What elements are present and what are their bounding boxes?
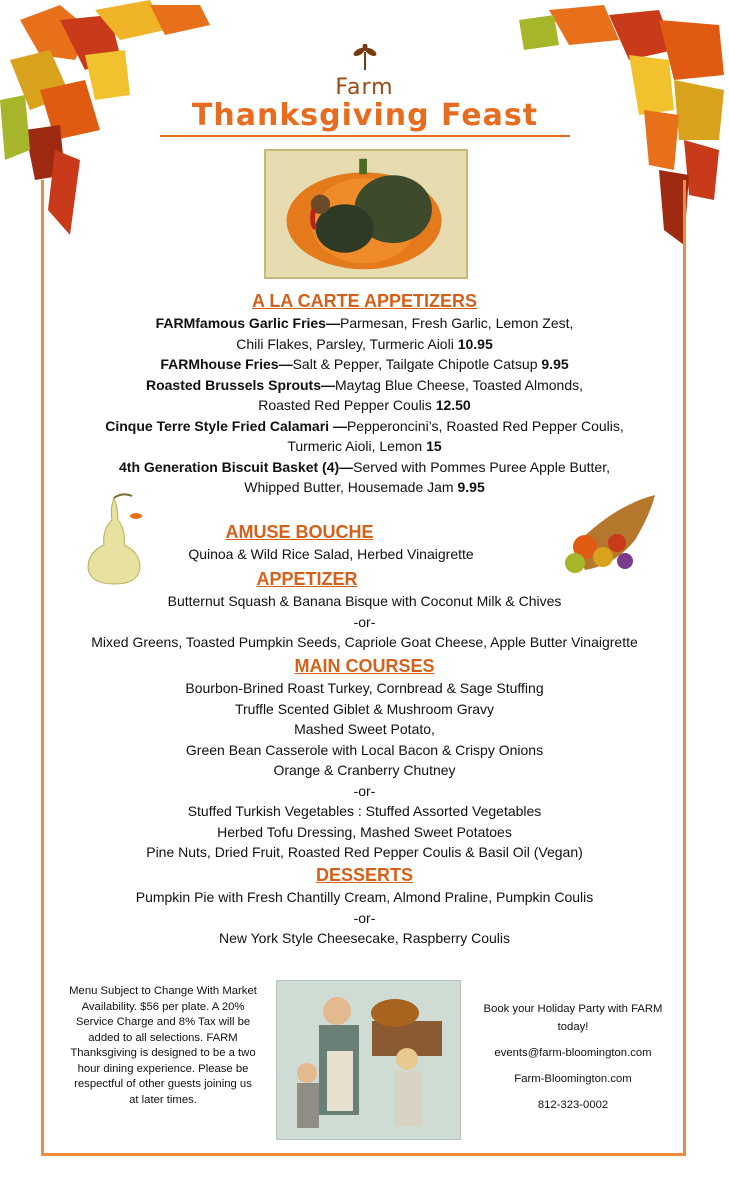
main-courses-section <box>44 654 685 863</box>
a-la-carte-line <box>44 354 685 375</box>
a-la-carte-list <box>44 313 685 498</box>
main-item: Truffle Scented Giblet & Mushroom Gravy <box>234 700 495 717</box>
main-item: Stuffed Turkish Vegetables : Stuffed Assorted Vegetables <box>187 803 542 819</box>
dish-price: 10.95 <box>457 335 493 352</box>
a-la-carte-line <box>44 457 685 478</box>
main-item: Pine Nuts, Dried Fruit, Roasted Red Pepper Coulis & Basil Oil (Vegan) <box>146 844 583 860</box>
dish-price: 9.95 <box>457 479 485 495</box>
dish-description: Chili Flakes, Parsley, Turmeric Aioli <box>236 335 458 352</box>
a-la-carte-line <box>44 436 685 457</box>
appetizer-or: -or- <box>353 613 376 630</box>
dish-name: Roasted Brussels Sprouts— <box>145 376 336 393</box>
main-item: Herbed Tofu Dressing, Mashed Sweet Potatoes <box>217 823 512 840</box>
appetizer-heading: APPETIZER <box>256 569 358 589</box>
a-la-carte-line <box>44 416 685 437</box>
appetizer-section <box>44 567 685 653</box>
main-item: Mashed Sweet Potato, <box>294 721 435 737</box>
dish-name: Cinque Terre Style Fried Calamari — <box>105 417 347 434</box>
a-la-carte-line <box>44 313 685 334</box>
a-la-carte-line <box>44 375 685 396</box>
sprout-icon <box>345 44 385 70</box>
dish-description: Maytag Blue Cheese, Toasted Almonds, <box>335 376 584 393</box>
amuse-section <box>44 520 685 565</box>
dessert-item: New York Style Cheesecake, Raspberry Coulis <box>218 930 511 946</box>
page-title: Thanksgiving Feast <box>160 98 570 137</box>
main-or: -or- <box>353 782 376 799</box>
main-item: Orange & Cranberry Chutney <box>273 762 456 778</box>
dish-name: 4th Generation Biscuit Basket (4)— <box>119 458 354 475</box>
dish-description: Whipped Butter, Housemade Jam <box>244 479 458 495</box>
dish-description: Turmeric Aioli, Lemon <box>287 438 427 454</box>
dish-description: Pepperoncini’s, Roasted Red Pepper Coulis, <box>346 417 624 434</box>
appetizer-item: Mixed Greens, Toasted Pumpkin Seeds, Capriole Goat Cheese, Apple Butter Vinaigrette <box>91 634 638 650</box>
contact-website[interactable]: Farm-Bloomington.com <box>514 1073 632 1085</box>
farm-logo <box>0 44 729 100</box>
dish-description: Parmesan, Fresh Garlic, Lemon Zest, <box>339 315 574 331</box>
a-la-carte-heading: A LA CARTE APPETIZERS <box>251 291 477 311</box>
dish-description: Served with Pommes Puree Apple Butter, <box>353 458 610 475</box>
dish-name: FARMfamous Garlic Fries— <box>155 315 340 331</box>
main-item: Bourbon-Brined Roast Turkey, Cornbread & Sage Stuffing <box>185 680 544 696</box>
desserts-section <box>44 863 685 949</box>
dish-description: Roasted Red Pepper Coulis <box>258 397 436 413</box>
contact-block <box>468 1000 678 1122</box>
a-la-carte-line <box>44 395 685 416</box>
a-la-carte-line <box>44 334 685 355</box>
pricing-note: Menu Subject to Change With Market Availability. $56 per plate. A 20% Service Charge and 8% Tax will be added to all selections. FARM Thanksgiving is designed to be a two hour dining experience. Please be respectful of other guests joining us at later times. <box>69 985 257 1106</box>
desserts-heading: DESSERTS <box>315 865 414 885</box>
dessert-or: -or- <box>353 909 376 926</box>
appetizer-item: Butternut Squash & Banana Bisque with Coconut Milk & Chives <box>167 593 562 609</box>
contact-phone[interactable]: 812-323-0002 <box>537 1099 609 1111</box>
dish-name: FARMhouse Fries— <box>160 356 293 372</box>
main-courses-heading: MAIN COURSES <box>294 656 435 676</box>
dish-price: 12.50 <box>435 397 471 413</box>
dish-price: 15 <box>426 438 442 454</box>
contact-email[interactable]: events@farm-bloomington.com <box>494 1047 652 1059</box>
dessert-item: Pumpkin Pie with Fresh Chantilly Cream, Almond Praline, Pumpkin Coulis <box>135 889 594 905</box>
amuse-heading: AMUSE BOUCHE <box>225 522 374 542</box>
a-la-carte-section <box>44 289 685 498</box>
pumpkin-turkey-illustration <box>264 149 468 279</box>
dish-description: Salt & Pepper, Tailgate Chipotle Catsup <box>292 356 542 372</box>
vintage-family-illustration <box>276 980 461 1140</box>
logo-text: Farm <box>335 75 394 100</box>
main-item: Green Bean Casserole with Local Bacon & Crispy Onions <box>185 741 544 758</box>
amuse-item: Quinoa & Wild Rice Salad, Herbed Vinaigrette <box>188 546 474 562</box>
dish-price: 9.95 <box>541 356 569 372</box>
booking-text: Book your Holiday Party with FARM today! <box>483 1003 663 1033</box>
